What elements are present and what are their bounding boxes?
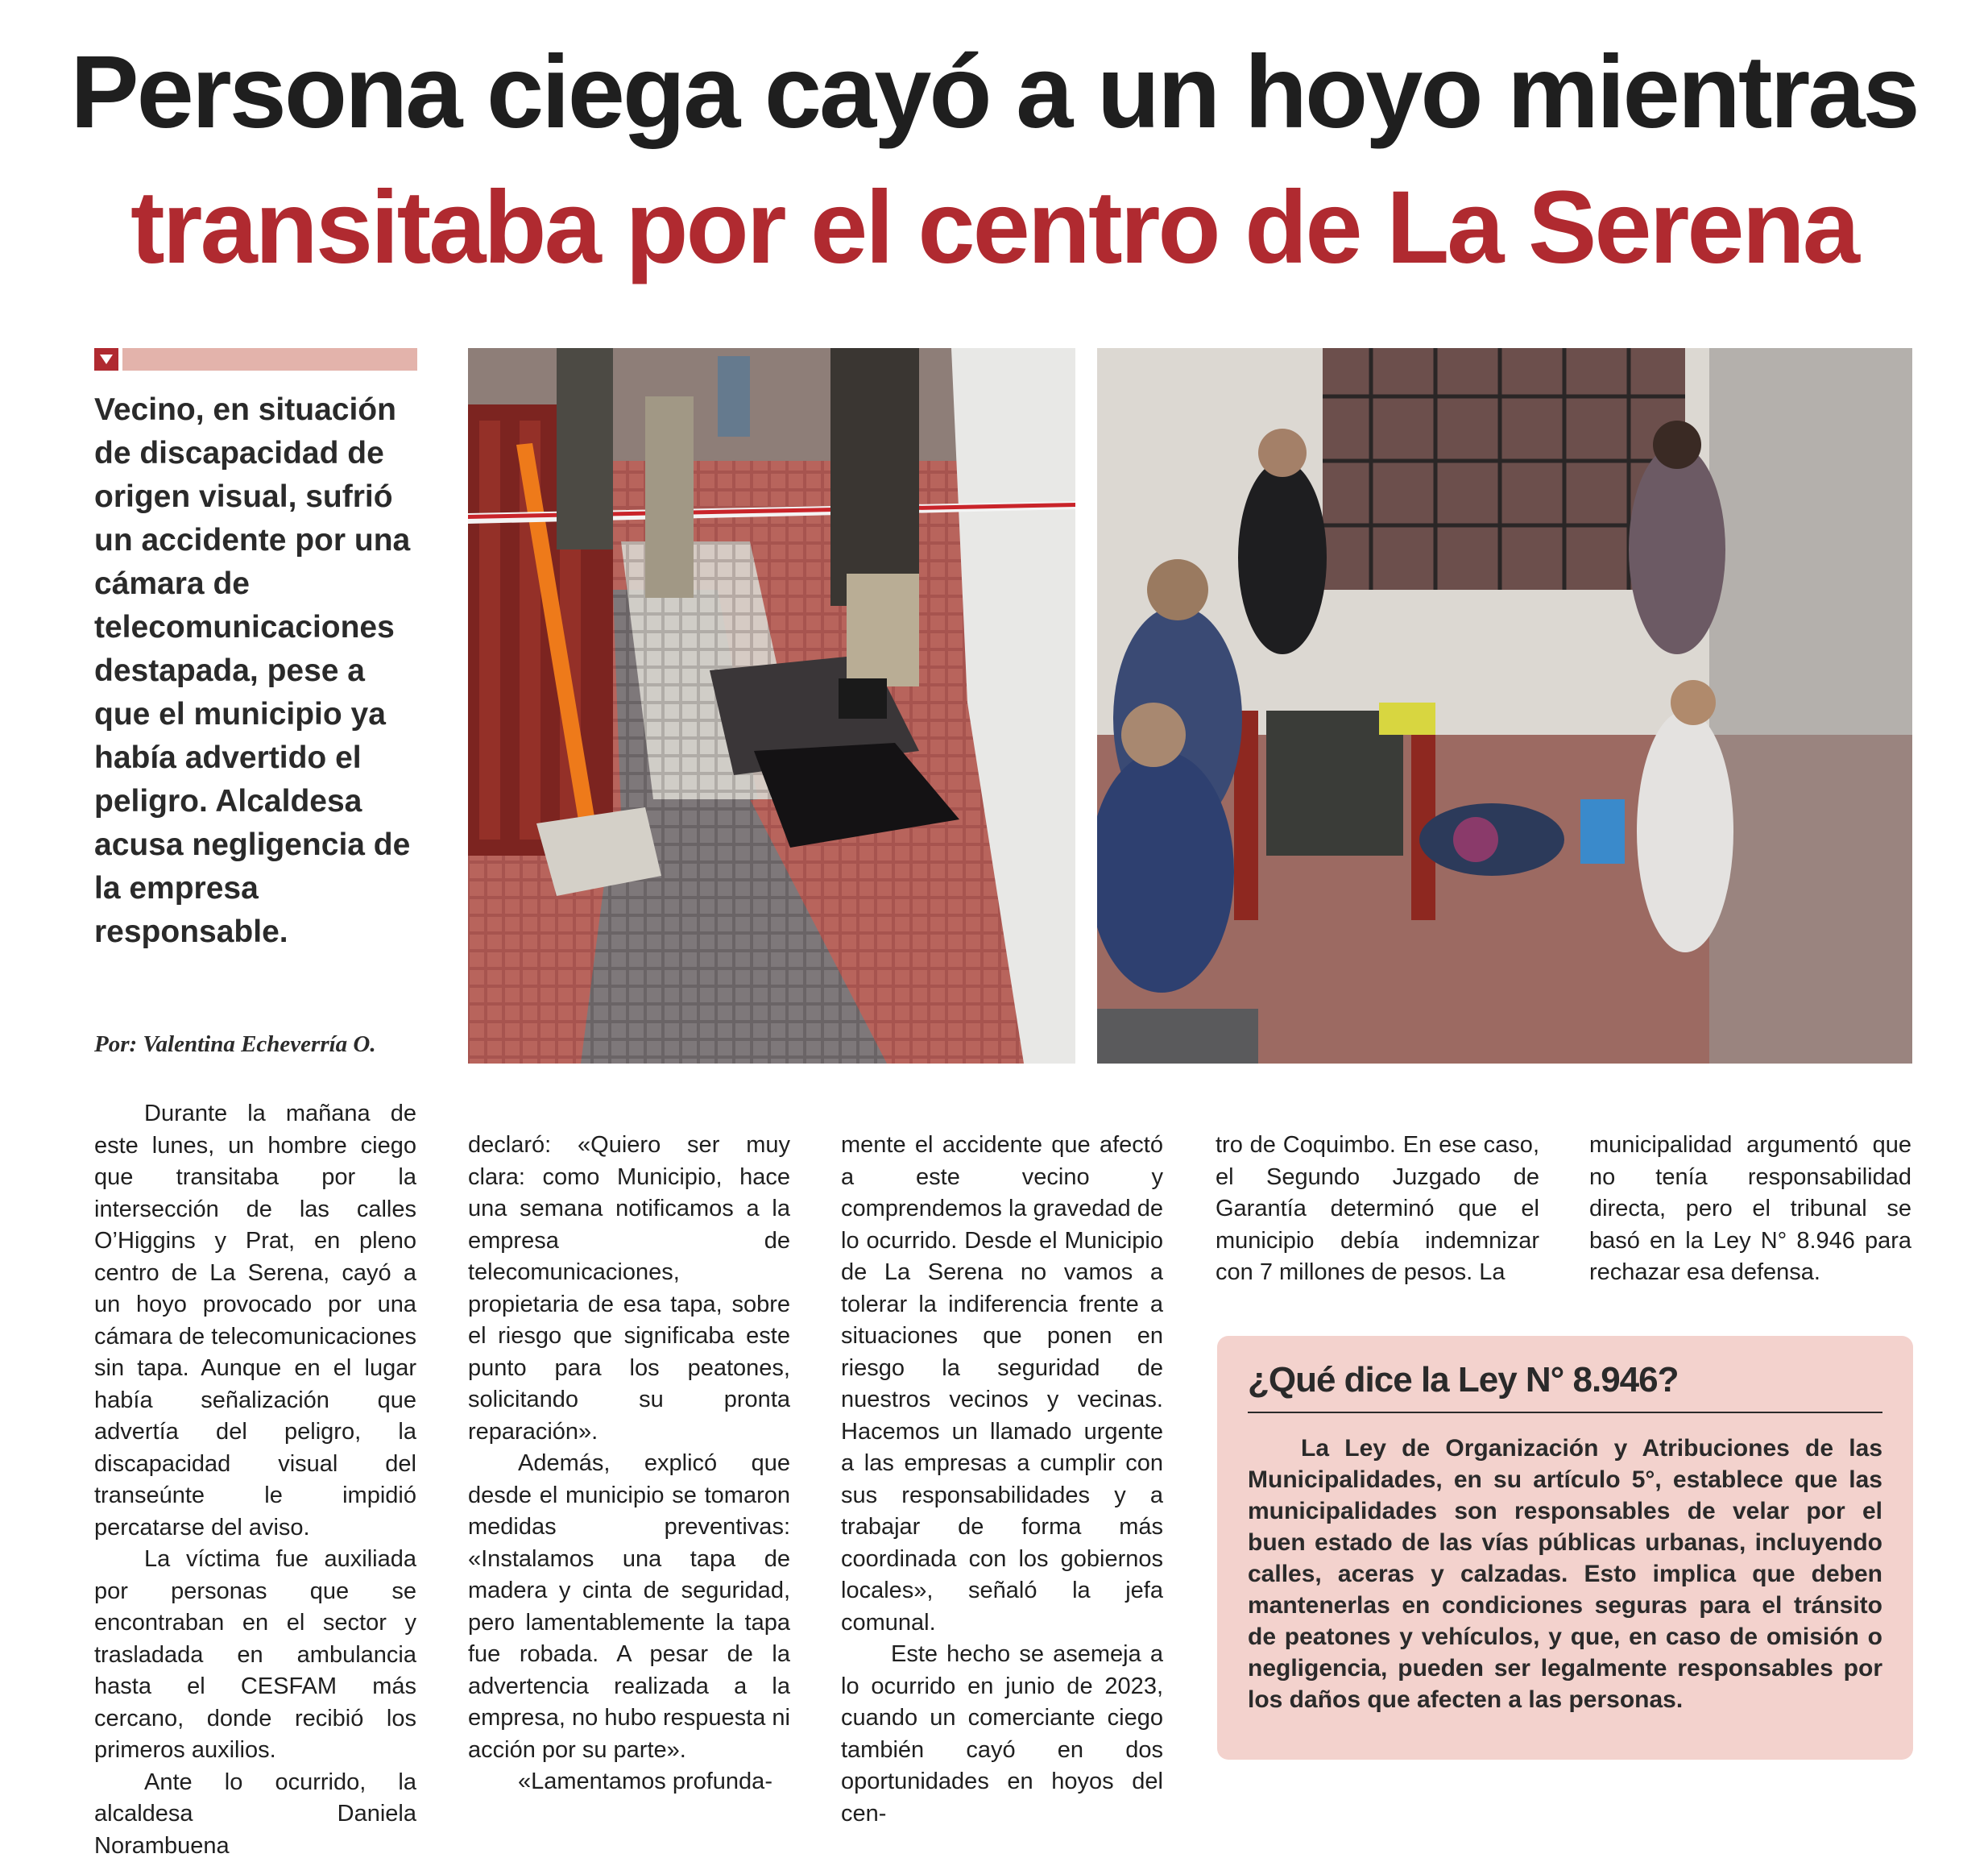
- article-column-2: [468, 1130, 790, 1798]
- photo-open-manhole: [468, 348, 1075, 1064]
- paragraph: municipalidad argumentó que no tenía responsabilidad directa, pero el tribunal se basó en la Ley N° 8.946 para rechazar esa defensa.: [1589, 1130, 1911, 1289]
- paragraph: declaró: «Quiero ser muy clara: como Municipio, hace una semana notificamos a la empresa de telecomunicaciones, propietaria de esa tapa, sobre el riesgo que significaba este punto para los peatones, solicitando su pronta reparación».: [468, 1130, 790, 1448]
- article-column-4: [1216, 1130, 1539, 1289]
- headline-line-1: Persona ciega cayó a un hoyo mientras: [0, 32, 1988, 153]
- paragraph: La víctima fue auxiliada por personas que se encontraban en el sector y trasladada en ambulancia hasta el CESFAM más cercano, donde recibió los primeros auxilios.: [94, 1544, 416, 1767]
- paragraph: Ante lo ocurrido, la alcaldesa Daniela Norambuena: [94, 1767, 416, 1862]
- paragraph: «Lamentamos profunda-: [468, 1766, 790, 1798]
- article-column-3: [841, 1130, 1163, 1830]
- article-column-1: [94, 1098, 416, 1862]
- paragraph: Además, explicó que desde el municipio se tomaron medidas preventivas: «Instalamos una tapa de madera y cinta de seguridad, pero lamentablemente la tapa fue robada. A pesar de la advertencia realizada a la empresa, no hubo respuesta ni acción por su parte».: [468, 1448, 790, 1766]
- section-tag-bar: [122, 348, 417, 371]
- headline-line-2: transitaba por el centro de La Serena: [0, 168, 1988, 288]
- triangle-down-icon: [94, 348, 118, 371]
- photo-victim-assisted: [1097, 348, 1912, 1064]
- paragraph: Este hecho se asemeja a lo ocurrido en junio de 2023, cuando un comerciante ciego también cayó en dos oportunidades en hoyos del cen-: [841, 1639, 1163, 1830]
- law-info-title: ¿Qué dice la Ley N° 8.946?: [1248, 1360, 1882, 1413]
- paragraph: mente el accidente que afectó a este vecino y comprendemos la gravedad de lo ocurrido. Desde el Municipio de La Serena no vamos a tolerar la indiferencia frente a situaciones que ponen en riesgo la seguridad de nuestros vecinos y vecinas. Hacemos un llamado urgente a las empresas a cumplir con sus responsabilidades y a trabajar de forma más coordinada con los gobiernos locales», señaló la jefa comunal.: [841, 1130, 1163, 1639]
- byline: Por: Valentina Echeverría O.: [94, 1031, 376, 1058]
- lede-summary: Vecino, en situación de discapacidad de origen visual, sufrió un accidente por una cámara de telecomunicaciones destapada, pese a que el municipio ya había advertido el peligro. Alcaldesa acusa negligencia de la empresa responsable.: [94, 388, 420, 954]
- law-info-text: La Ley de Organización y Atribuciones de las Municipalidades, en su artículo 5°, establece que las municipalidades son responsables de velar por el buen estado de las vías públicas urbanas, incluyendo calles, aceras y calzadas. Esto implica que deben mantenerlas en condiciones seguras para el tránsito de peatones y vehículos, y que, en caso de omisión o negligencia, pueden ser legalmente responsables por los daños que afecten a las personas.: [1248, 1433, 1882, 1715]
- article-column-5: [1589, 1130, 1911, 1289]
- paragraph: tro de Coquimbo. En ese caso, el Segundo Juzgado de Garantía determinó que el municipio debía indemnizar con 7 millones de pesos. La: [1216, 1130, 1539, 1289]
- law-info-box: [1217, 1336, 1913, 1760]
- paragraph: Durante la mañana de este lunes, un hombre ciego que transitaba por la intersección de las calles O’Higgins y Prat, en pleno centro de La Serena, cayó a un hoyo provocado por una cámara de telecomunicaciones sin tapa. Aunque en el lugar había señalización que advertía del peligro, la discapacidad visual del transeúnte le impidió percatarse del aviso.: [94, 1098, 416, 1544]
